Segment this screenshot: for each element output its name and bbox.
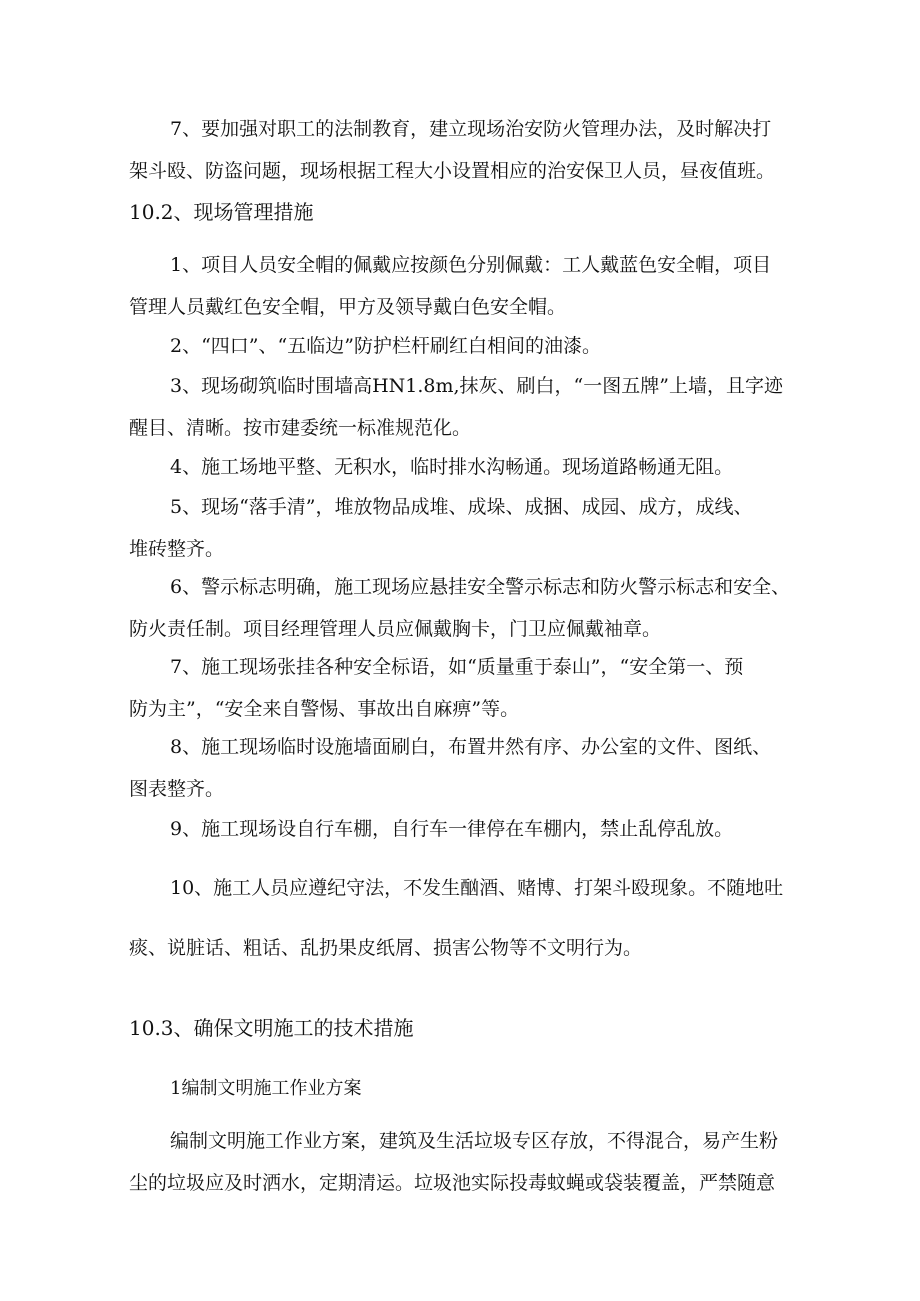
- text-line: 堆砖整齐。: [129, 538, 225, 560]
- text-line: 5、现场“落手清”，堆放物品成堆、成垛、成捆、成园、成方，成线、: [170, 496, 753, 518]
- text-line: 2、“四口”、“五临边”防护栏杆刷红白相间的油漆。: [170, 335, 601, 357]
- heading-text: 10.3、确保文明施工的技术措施: [129, 1016, 414, 1040]
- paragraph-10-conduct: [129, 858, 829, 978]
- paragraph-1-helmets: [129, 244, 829, 328]
- text-line: 10、施工人员应遵纪守法，不发生酗酒、赌博、打架斗殴现象。不随地吐: [170, 877, 784, 899]
- text-line: 1、项目人员安全帽的佩戴应按颜色分别佩戴：工人戴蓝色安全帽，项目: [170, 254, 772, 276]
- text-line: 7、施工现场张挂各种安全标语，如“质量重于泰山”，“安全第一、预: [170, 656, 744, 678]
- heading-text: 10.2、现场管理措施: [129, 200, 314, 224]
- text-line: 尘的垃圾应及时洒水，定期清运。垃圾池实际投毒蚊蝇或袋装覆盖，严禁随意: [129, 1172, 776, 1194]
- paragraph-7-slogans: [129, 646, 829, 730]
- text-line: 架斗殴、防盗问题，现场根据工程大小设置相应的治安保卫人员，昼夜值班。: [129, 160, 776, 182]
- paragraph-2-railings: [129, 325, 829, 367]
- paragraph-7-security: [129, 108, 829, 192]
- text-line: 防为主”，“安全来自警惕、事故出自麻痹”等。: [129, 698, 520, 720]
- text-line: 醒目、清晰。按市建委统一标准规范化。: [129, 417, 472, 439]
- paragraph-5-tidy: [129, 486, 829, 570]
- text-line: 管理人员戴红色安全帽，甲方及领导戴白色安全帽。: [129, 296, 567, 318]
- paragraph-8-facilities: [129, 726, 829, 810]
- subheading-text: 1编制文明施工作业方案: [170, 1078, 362, 1099]
- text-line: 6、警示标志明确，施工现场应悬挂安全警示标志和防火警示标志和安全、: [170, 576, 791, 598]
- subheading-1-plan: [170, 1074, 361, 1104]
- text-line: 编制文明施工作业方案，建筑及生活垃圾专区存放，不得混合，易产生粉: [170, 1130, 779, 1152]
- paragraph-4-site-level: [129, 446, 829, 488]
- section-heading-10-2: [129, 197, 314, 227]
- paragraph-9-bike-shed: [129, 808, 829, 850]
- text-line: 防火责任制。项目经理管理人员应佩戴胸卡，门卫应佩戴袖章。: [129, 618, 662, 640]
- section-heading-10-3: [129, 1013, 414, 1043]
- paragraph-3-walls: [129, 365, 829, 449]
- paragraph-6-signs: [129, 566, 829, 650]
- text-line: 图表整齐。: [129, 778, 225, 800]
- text-line: 8、施工现场临时设施墙面刷白，布置井然有序、办公室的文件、图纸、: [170, 736, 772, 758]
- text-line: 7、要加强对职工的法制教育，建立现场治安防火管理办法，及时解决打: [170, 118, 772, 140]
- text-line: 痰、说脏话、粗话、乱扔果皮纸屑、损害公物等不文明行为。: [129, 937, 643, 959]
- text-line: 9、施工现场设自行车棚，自行车一律停在车棚内，禁止乱停乱放。: [170, 818, 734, 840]
- text-line: 3、现场砌筑临时围墙高HN1.8m,抹灰、刷白，“一图五牌”上墙，且字迹: [170, 375, 783, 397]
- text-line: 4、施工场地平整、无积水，临时排水沟畅通。现场道路畅通无阻。: [170, 456, 734, 478]
- paragraph-plan-body: [129, 1120, 829, 1204]
